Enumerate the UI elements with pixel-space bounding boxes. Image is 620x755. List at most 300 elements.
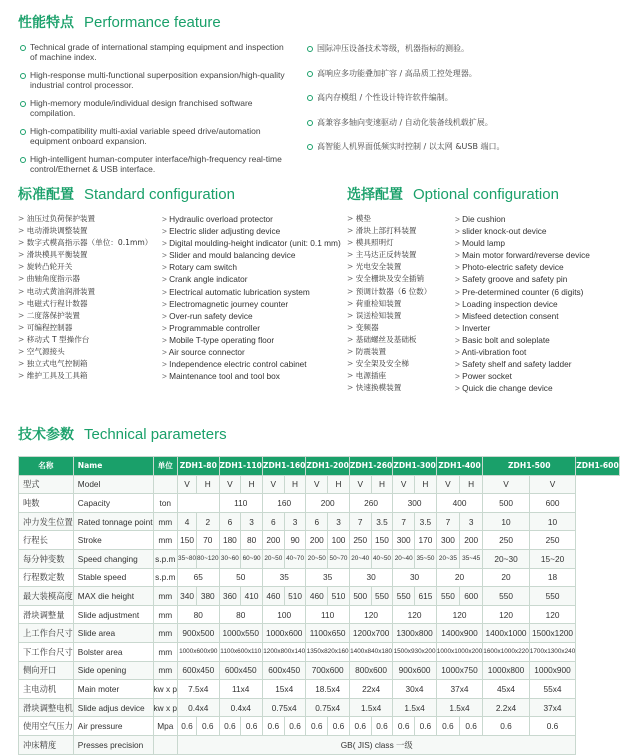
performance-item-cn: 高兼容多轴向变速驱动 / 自动化装备线机载扩展。 xyxy=(307,118,587,136)
performance-item-en: High-compatibility multi-axial variable speed drive/automation equipment onboard expansion. xyxy=(20,126,290,146)
table-cell: 6 xyxy=(306,512,328,531)
table-cell: 260 xyxy=(349,494,392,513)
standard-item-en: > Crank angle indicator xyxy=(162,273,341,285)
table-cell: 35~80 xyxy=(178,549,197,568)
header-model: ZDH1-400 xyxy=(436,457,483,476)
standard-item-cn: > 可编程控制器 xyxy=(18,322,152,334)
table-cell: 120 xyxy=(436,605,483,624)
table-cell: 80~120 xyxy=(197,549,220,568)
table-cell: 300 xyxy=(393,494,436,513)
table-cell: V xyxy=(178,475,197,494)
table-cell: 20~35 xyxy=(436,549,459,568)
header-model: ZDH1-200 xyxy=(306,457,349,476)
table-cell: 120 xyxy=(529,605,576,624)
standard-item-en: > Slider and mould balancing device xyxy=(162,249,341,261)
table-cell: 150 xyxy=(178,531,197,550)
table-cell: 400 xyxy=(436,494,483,513)
optional-item-cn: > 滑块上部打料装置 xyxy=(347,225,431,237)
optional-item-en: > Loading inspection device xyxy=(455,298,590,310)
standard-item-cn: > 二度落保护装置 xyxy=(18,310,152,322)
table-cell: 3 xyxy=(241,512,263,531)
standard-item-cn: > 旋转凸轮开关 xyxy=(18,261,152,273)
row-name-en: Rated tonnage point xyxy=(73,512,153,531)
table-cell: 1400x900 xyxy=(436,624,483,643)
table-cell: 600 xyxy=(529,494,576,513)
row-name-en: Bolster area xyxy=(73,642,153,661)
row-unit: mm xyxy=(153,605,178,624)
table-cell: 380 xyxy=(197,587,220,606)
table-cell: 35~45 xyxy=(460,549,483,568)
table-cell: 1100x650 xyxy=(306,624,349,643)
performance-title-cn: 性能特点 xyxy=(18,15,74,31)
table-cell: 0.6 xyxy=(262,717,284,736)
standard-item-cn: > 电动式黄油润滑装置 xyxy=(18,286,152,298)
table-cell: 0.75x4 xyxy=(262,698,305,717)
optional-item-en: > Quick die change device xyxy=(455,382,590,394)
table-cell: 250 xyxy=(349,531,371,550)
table-cell: 3 xyxy=(460,512,483,531)
table-cell: 0.6 xyxy=(371,717,393,736)
table-row xyxy=(19,531,620,550)
table-row xyxy=(19,680,620,699)
table-cell: 0.6 xyxy=(219,717,241,736)
optional-item-en: > Mould lamp xyxy=(455,237,590,249)
table-cell: 180 xyxy=(219,531,241,550)
optional-item-en: > Power socket xyxy=(455,370,590,382)
performance-item-en: High-memory module/individual design franchised software compilation. xyxy=(20,98,290,118)
row-name-cn: 吨数 xyxy=(19,494,74,513)
table-cell: 80 xyxy=(178,605,219,624)
table-cell: 200 xyxy=(306,531,328,550)
table-cell: 40~70 xyxy=(284,549,306,568)
row-name-cn: 滑块调整量 xyxy=(19,605,74,624)
table-cell: 7 xyxy=(349,512,371,531)
standard-item-cn: > 油压过负荷保护装置 xyxy=(18,213,152,225)
table-cell: 0.6 xyxy=(393,717,415,736)
performance-item-cn: 高响应多功能叠加扩容 / 高品质工控处理器。 xyxy=(307,69,587,87)
table-cell: 250 xyxy=(483,531,530,550)
table-cell: V xyxy=(219,475,241,494)
table-cell: 460 xyxy=(262,587,284,606)
table-cell: 100 xyxy=(328,531,350,550)
table-cell: 40~50 xyxy=(371,549,393,568)
table-row xyxy=(19,549,620,568)
optional-title-en: Optional configuration xyxy=(413,186,559,203)
table-cell: 1200x800x140 xyxy=(262,642,305,661)
row-unit: ton xyxy=(153,494,178,513)
table-row xyxy=(19,661,620,680)
table-row xyxy=(19,568,620,587)
table-cell: V xyxy=(306,475,328,494)
table-cell: 0.75x4 xyxy=(306,698,349,717)
standard-title-en: Standard configuration xyxy=(84,186,235,203)
table-cell: 0.6 xyxy=(328,717,350,736)
header-model: ZDH1-300 xyxy=(393,457,436,476)
optional-item-cn: > 快速换模装置 xyxy=(347,382,431,394)
table-cell: 3 xyxy=(328,512,350,531)
optional-title-cn: 选择配置 xyxy=(347,187,403,203)
table-cell: 30x4 xyxy=(393,680,436,699)
table-row xyxy=(19,717,620,736)
table-cell: 0.6 xyxy=(284,717,306,736)
optional-item-cn: > 防震装置 xyxy=(347,346,431,358)
optional-item-en: > Inverter xyxy=(455,322,590,334)
table-cell: 6 xyxy=(262,512,284,531)
standard-item-cn: > 维护工具及工具箱 xyxy=(18,370,152,382)
table-cell: 0.6 xyxy=(436,717,459,736)
performance-list-cn xyxy=(307,44,587,167)
technical-title xyxy=(18,424,227,444)
standard-item-en: > Digital moulding-height indicator (unit: 0.1 mm) xyxy=(162,237,341,249)
table-cell: 1000x1000x200 xyxy=(436,642,483,661)
table-cell: H xyxy=(415,475,437,494)
table-cell: H xyxy=(241,475,263,494)
technical-title-en: Technical parameters xyxy=(84,426,227,443)
table-cell: 500 xyxy=(483,494,530,513)
standard-item-en: > Hydraulic overload protector xyxy=(162,213,341,225)
table-cell: 200 xyxy=(460,531,483,550)
table-cell: 80 xyxy=(241,531,263,550)
table-cell: H xyxy=(284,475,306,494)
table-cell: 3 xyxy=(284,512,306,531)
row-name-cn: 最大装模高度 xyxy=(19,587,74,606)
optional-item-cn: > 安全架及安全梯 xyxy=(347,358,431,370)
spec-header-row xyxy=(19,457,620,476)
table-cell: 170 xyxy=(415,531,437,550)
standard-item-cn: > 数字式模高指示器（单位：0.1mm） xyxy=(18,237,152,249)
table-cell: 15~20 xyxy=(529,549,576,568)
table-cell: 500 xyxy=(349,587,371,606)
table-cell: 550 xyxy=(529,587,576,606)
table-cell: 6 xyxy=(219,512,241,531)
table-cell: 1200x700 xyxy=(349,624,392,643)
table-cell: H xyxy=(328,475,350,494)
table-cell: H xyxy=(371,475,393,494)
table-cell: 20 xyxy=(436,568,483,587)
optional-item-cn: > 安全栅块及安全插销 xyxy=(347,273,431,285)
table-cell: 18.5x4 xyxy=(306,680,349,699)
row-name-cn: 下工作台尺寸 xyxy=(19,642,74,661)
table-cell: 50 xyxy=(219,568,262,587)
optional-item-cn: > 光电安全装置 xyxy=(347,261,431,273)
row-unit: mm xyxy=(153,512,178,531)
table-cell: 0.6 xyxy=(460,717,483,736)
optional-item-en: > Anti-vibration foot xyxy=(455,346,590,358)
table-cell: 30~60 xyxy=(219,549,241,568)
optional-item-en: > Misfeed detection consent xyxy=(455,310,590,322)
standard-item-cn: > 滑块模具平衡装置 xyxy=(18,249,152,261)
table-cell: 110 xyxy=(306,605,349,624)
table-row xyxy=(19,735,620,754)
table-cell: H xyxy=(197,475,220,494)
table-cell: 3.5 xyxy=(371,512,393,531)
table-cell: 15x4 xyxy=(262,680,305,699)
table-cell: 7 xyxy=(393,512,415,531)
optional-item-en: > Main motor forward/reverse device xyxy=(455,249,590,261)
table-row xyxy=(19,512,620,531)
row-name-cn: 主电动机 xyxy=(19,680,74,699)
table-cell: 550 xyxy=(371,587,393,606)
table-cell: 0.4x4 xyxy=(219,698,262,717)
standard-title-cn: 标准配置 xyxy=(18,187,74,203)
table-cell: 7.5x4 xyxy=(178,680,219,699)
optional-item-cn: > 变频器 xyxy=(347,322,431,334)
row-name-en: Speed changing xyxy=(73,549,153,568)
header-name-cn: 名称 xyxy=(19,457,74,476)
table-row xyxy=(19,624,620,643)
standard-item-en: > Air source connector xyxy=(162,346,341,358)
row-name-en: Capacity xyxy=(73,494,153,513)
table-cell: 700x600 xyxy=(306,661,349,680)
table-cell: 800x600 xyxy=(349,661,392,680)
row-unit: kw x p xyxy=(153,698,178,717)
row-name-cn: 型式 xyxy=(19,475,74,494)
optional-item-cn: > 主马达正反转装置 xyxy=(347,249,431,261)
table-cell: 1400x840x180 xyxy=(349,642,392,661)
performance-item-cn: 国际冲压设备技术等级，机器指标的测验。 xyxy=(307,44,587,62)
table-cell: 1600x1000x220 xyxy=(483,642,530,661)
standard-item-cn: > 独立式电气控制箱 xyxy=(18,358,152,370)
table-cell: 35 xyxy=(306,568,349,587)
table-cell: 300 xyxy=(393,531,415,550)
standard-item-en: > Over-run safety device xyxy=(162,310,341,322)
table-cell: 20~40 xyxy=(349,549,371,568)
table-row xyxy=(19,605,620,624)
table-cell: V xyxy=(483,475,530,494)
row-name-cn: 使用空气压力 xyxy=(19,717,74,736)
table-cell: 1000x800 xyxy=(483,661,530,680)
header-unit: 单位 xyxy=(153,457,178,476)
table-cell: 160 xyxy=(262,494,305,513)
table-cell: 300 xyxy=(436,531,459,550)
table-cell: 550 xyxy=(436,587,459,606)
table-cell: 900x500 xyxy=(178,624,219,643)
performance-item-cn: 高智能人机界面低频实时控制 / 以太网 &USB 端口。 xyxy=(307,142,587,160)
optional-item-en: > Pre-determined counter (6 digits) xyxy=(455,286,590,298)
standard-item-cn: > 电磁式行程计数器 xyxy=(18,298,152,310)
table-cell: 1.5x4 xyxy=(349,698,392,717)
table-cell: V xyxy=(349,475,371,494)
standard-item-en: > Programmable controller xyxy=(162,322,341,334)
optional-item-en: > Basic bolt and soleplate xyxy=(455,334,590,346)
table-cell: 600x450 xyxy=(178,661,219,680)
table-cell: 80 xyxy=(219,605,262,624)
row-name-en: Stroke xyxy=(73,531,153,550)
table-cell: 1.5x4 xyxy=(393,698,436,717)
table-row xyxy=(19,698,620,717)
performance-title xyxy=(18,12,221,32)
row-name-en: Slide adjus device xyxy=(73,698,153,717)
standard-title xyxy=(18,184,235,204)
table-cell: 100 xyxy=(262,605,305,624)
row-name-cn: 侧向开口 xyxy=(19,661,74,680)
table-cell: 45x4 xyxy=(483,680,530,699)
table-row xyxy=(19,475,620,494)
standard-list-cn xyxy=(18,213,152,382)
performance-item-en: High-response multi-functional superposition expansion/high-quality industrial control processor. xyxy=(20,70,290,90)
row-name-en: MAX die height xyxy=(73,587,153,606)
table-cell: 1500x930x200 xyxy=(393,642,436,661)
standard-item-en: > Mobile T-type operating floor xyxy=(162,334,341,346)
standard-item-en: > Independence electric control cabinet xyxy=(162,358,341,370)
table-cell: V xyxy=(529,475,576,494)
row-unit: mm xyxy=(153,642,178,661)
table-row xyxy=(19,494,620,513)
table-cell: 900x600 xyxy=(393,661,436,680)
optional-item-en: > Die cushion xyxy=(455,213,590,225)
row-unit xyxy=(153,735,178,754)
standard-item-cn: > 电动滑块调整装置 xyxy=(18,225,152,237)
table-cell: 0.6 xyxy=(415,717,437,736)
table-cell: 410 xyxy=(241,587,263,606)
row-unit: kw x p xyxy=(153,680,178,699)
technical-title-cn: 技术参数 xyxy=(18,427,74,443)
header-model: ZDH1-260 xyxy=(349,457,392,476)
row-name-cn: 每分钟变数 xyxy=(19,549,74,568)
row-unit: mm xyxy=(153,624,178,643)
row-name-cn: 滑块调整电机 xyxy=(19,698,74,717)
table-cell: 1000x600 xyxy=(262,624,305,643)
row-name-en: Side opening xyxy=(73,661,153,680)
table-cell: 1350x820x160 xyxy=(306,642,349,661)
table-cell: 550 xyxy=(393,587,415,606)
table-cell: H xyxy=(460,475,483,494)
standard-item-en: > Electromagnetic journey counter xyxy=(162,298,341,310)
table-cell: 1000x750 xyxy=(436,661,483,680)
optional-item-cn: > 荷重检知装置 xyxy=(347,298,431,310)
row-name-en: Main moter xyxy=(73,680,153,699)
row-name-en: Presses precision xyxy=(73,735,153,754)
table-cell: 35 xyxy=(262,568,305,587)
table-cell: 110 xyxy=(219,494,262,513)
table-cell: 615 xyxy=(415,587,437,606)
standard-item-en: > Rotary cam switch xyxy=(162,261,341,273)
table-cell: 0.6 xyxy=(178,717,197,736)
table-cell: 18 xyxy=(529,568,576,587)
table-cell: 550 xyxy=(483,587,530,606)
table-cell: 0.6 xyxy=(529,717,576,736)
optional-item-cn: > 模具照明灯 xyxy=(347,237,431,249)
table-cell: GB( JIS) class 一级 xyxy=(178,735,576,754)
optional-list-cn xyxy=(347,213,431,394)
table-cell: 1100x600x110 xyxy=(219,642,262,661)
row-name-cn: 行程长 xyxy=(19,531,74,550)
table-cell xyxy=(178,494,219,513)
row-name-cn: 冲力发生位置 xyxy=(19,512,74,531)
standard-item-en: > Electrical automatic lubrication system xyxy=(162,286,341,298)
optional-item-cn: > 模垫 xyxy=(347,213,431,225)
optional-item-cn: > 电源插座 xyxy=(347,370,431,382)
table-cell: 1700x1300x240 xyxy=(529,642,576,661)
table-cell: 120 xyxy=(393,605,436,624)
table-cell: 20~30 xyxy=(483,549,530,568)
table-row xyxy=(19,587,620,606)
table-cell: 360 xyxy=(219,587,241,606)
optional-item-en: > Safety shelf and safety ladder xyxy=(455,358,590,370)
header-model: ZDH1-160 xyxy=(262,457,305,476)
table-cell: 1000x550 xyxy=(219,624,262,643)
table-cell: 35~50 xyxy=(415,549,437,568)
performance-title-en: Performance feature xyxy=(84,14,221,31)
table-cell: 37x4 xyxy=(436,680,483,699)
table-cell: 1300x800 xyxy=(393,624,436,643)
table-cell: 510 xyxy=(284,587,306,606)
row-name-en: Air pressure xyxy=(73,717,153,736)
table-cell: 340 xyxy=(178,587,197,606)
table-cell: 20~40 xyxy=(393,549,415,568)
table-cell: 10 xyxy=(529,512,576,531)
table-cell: 55x4 xyxy=(529,680,576,699)
table-cell: 60~90 xyxy=(241,549,263,568)
table-cell: 0.6 xyxy=(349,717,371,736)
table-cell: 1000x600x90 xyxy=(178,642,219,661)
performance-item-en: Technical grade of international stamping equipment and inspection of machine index. xyxy=(20,42,290,62)
table-cell: 0.4x4 xyxy=(178,698,219,717)
performance-item-cn: 高内存模组 / 个性设计特许软件编制。 xyxy=(307,93,587,111)
optional-item-cn: > 预调计数器（6 位数） xyxy=(347,286,431,298)
table-cell: 150 xyxy=(371,531,393,550)
table-cell: 460 xyxy=(306,587,328,606)
table-cell: 10 xyxy=(483,512,530,531)
header-model: ZDH1-80 xyxy=(178,457,219,476)
row-name-en: Slide area xyxy=(73,624,153,643)
table-cell: 1500x1200 xyxy=(529,624,576,643)
standard-item-cn: > 曲轴角度指示器 xyxy=(18,273,152,285)
row-unit: mm xyxy=(153,587,178,606)
table-cell: 250 xyxy=(529,531,576,550)
table-cell: 0.6 xyxy=(306,717,328,736)
table-cell: 30 xyxy=(393,568,436,587)
table-cell: 65 xyxy=(178,568,219,587)
optional-item-en: > Safety groove and safety pin xyxy=(455,273,590,285)
table-cell: 50~70 xyxy=(328,549,350,568)
optional-item-en: > slider knock-out device xyxy=(455,225,590,237)
row-name-en: Slide adjustment xyxy=(73,605,153,624)
table-cell: 20~50 xyxy=(262,549,284,568)
optional-title xyxy=(347,184,559,204)
standard-list-en xyxy=(162,213,341,382)
optional-item-cn: > 基础螺丝及基础板 xyxy=(347,334,431,346)
row-unit: Mpa xyxy=(153,717,178,736)
table-cell: 200 xyxy=(306,494,349,513)
table-cell: 20~50 xyxy=(306,549,328,568)
table-cell: 0.6 xyxy=(241,717,263,736)
standard-item-cn: > 空气源接头 xyxy=(18,346,152,358)
table-cell: 4 xyxy=(178,512,197,531)
row-name-en: Stable speed xyxy=(73,568,153,587)
table-cell: 3.5 xyxy=(415,512,437,531)
row-name-en: Model xyxy=(73,475,153,494)
optional-item-cn: > 误送检知装置 xyxy=(347,310,431,322)
row-name-cn: 上工作台尺寸 xyxy=(19,624,74,643)
standard-item-cn: > 移动式 T 型操作台 xyxy=(18,334,152,346)
header-model: ZDH1-500 xyxy=(483,457,576,476)
header-name-en: Name xyxy=(73,457,153,476)
table-row xyxy=(19,642,620,661)
table-cell: 2.2x4 xyxy=(483,698,530,717)
table-cell: V xyxy=(393,475,415,494)
table-cell: 2 xyxy=(197,512,220,531)
table-cell: 1.5x4 xyxy=(436,698,483,717)
table-cell: 1400x1000 xyxy=(483,624,530,643)
table-cell: 600 xyxy=(460,587,483,606)
table-cell: 90 xyxy=(284,531,306,550)
optional-item-en: > Photo-electric safety device xyxy=(455,261,590,273)
table-cell: 600x450 xyxy=(219,661,262,680)
table-cell: 70 xyxy=(197,531,220,550)
standard-item-en: > Electric slider adjusting device xyxy=(162,225,341,237)
table-cell: 37x4 xyxy=(529,698,576,717)
